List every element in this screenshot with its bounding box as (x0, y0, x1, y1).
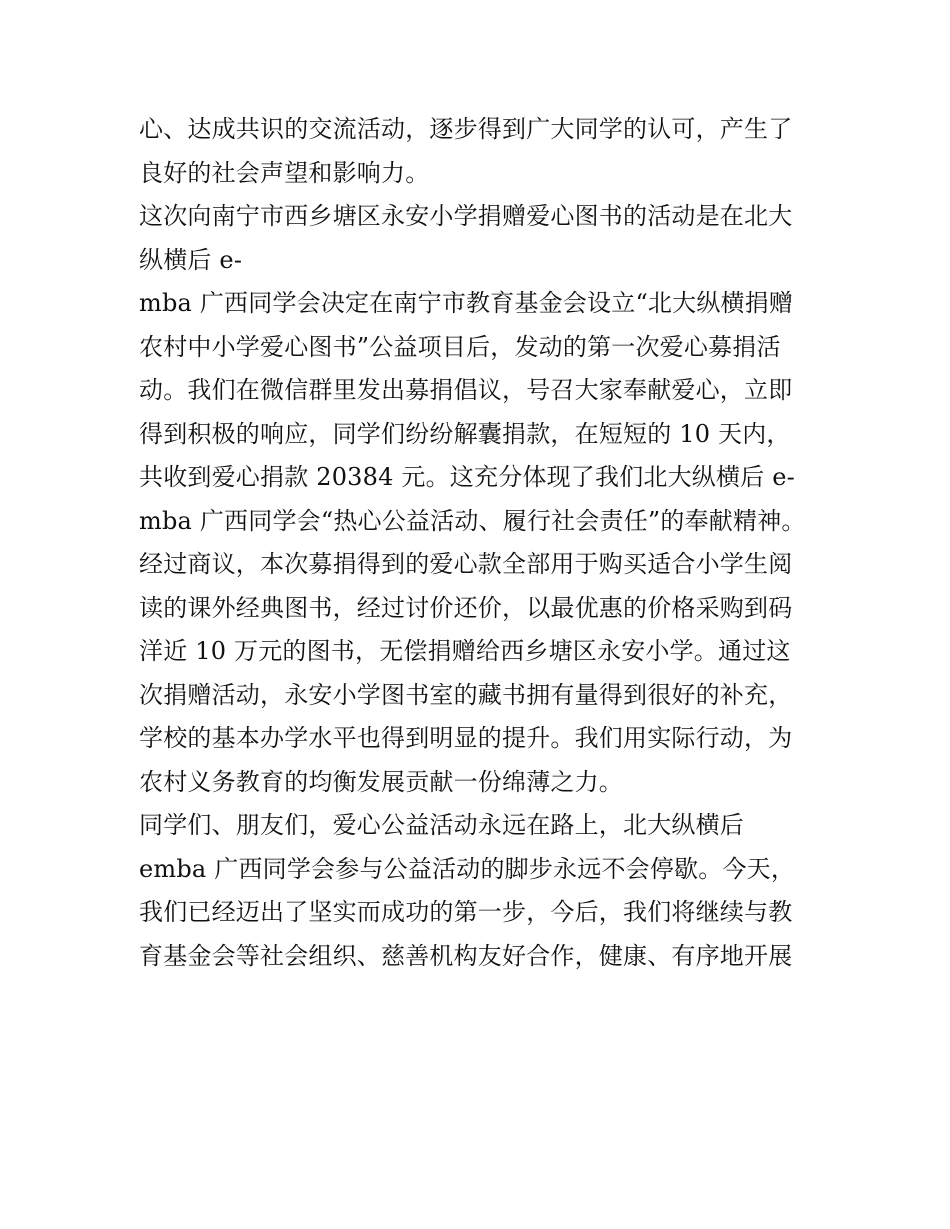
text-line: 纵横后 e- (139, 245, 243, 274)
text-line: 得到积极的响应，同学们纷纷解囊捐款，在短短的 10 天内， (139, 419, 791, 448)
text-line: emba 广西同学会参与公益活动的脚步永远不会停歇。今天， (139, 854, 796, 883)
text-line: 同学们、朋友们，爱心公益活动永远在路上，北大纵横后 (139, 811, 744, 839)
text-line: 读的课外经典图书，经过讨价还价，以最优惠的价格采购到码 (139, 593, 793, 622)
text-line: 学校的基本办学水平也得到明显的提升。我们用实际行动，为 (139, 724, 793, 752)
text-line: 经过商议，本次募捐得到的爱心款全部用于购买适合小学生阅 (139, 550, 793, 578)
text-line: 这次向南宁市西乡塘区永安小学捐赠爱心图书的活动是在北大 (139, 202, 793, 230)
text-line: 心、达成共识的交流活动，逐步得到广大同学的认可，产生了 (139, 115, 793, 143)
text-line: mba 广西同学会决定在南宁市教育基金会设立“北大纵横捐赠 (139, 289, 794, 317)
body-text (139, 108, 839, 978)
text-line: 次捐赠活动，永安小学图书室的藏书拥有量得到很好的补充， (139, 680, 793, 709)
text-line: mba 广西同学会“热心公益活动、履行社会责任”的奉献精神。 (139, 506, 806, 535)
text-line: 我们已经迈出了坚实而成功的第一步，今后，我们将继续与教 (139, 898, 793, 926)
text-line: 共收到爱心捐款 20384 元。这充分体现了我们北大纵横后 e- (139, 463, 795, 491)
text-line: 动。我们在微信群里发出募捐倡议，号召大家奉献爱心，立即 (139, 376, 793, 404)
text-line: 农村中小学爱心图书”公益项目后，发动的第一次爱心募捐活 (139, 332, 781, 361)
text-line: 良好的社会声望和影响力。 (139, 158, 430, 187)
text-line: 洋近 10 万元的图书，无偿捐赠给西乡塘区永安小学。通过这 (139, 637, 791, 665)
text-line: 农村义务教育的均衡发展贡献一份绵薄之力。 (139, 767, 623, 796)
text-line: 育基金会等社会组织、慈善机构友好合作，健康、有序地开展 (139, 941, 793, 970)
